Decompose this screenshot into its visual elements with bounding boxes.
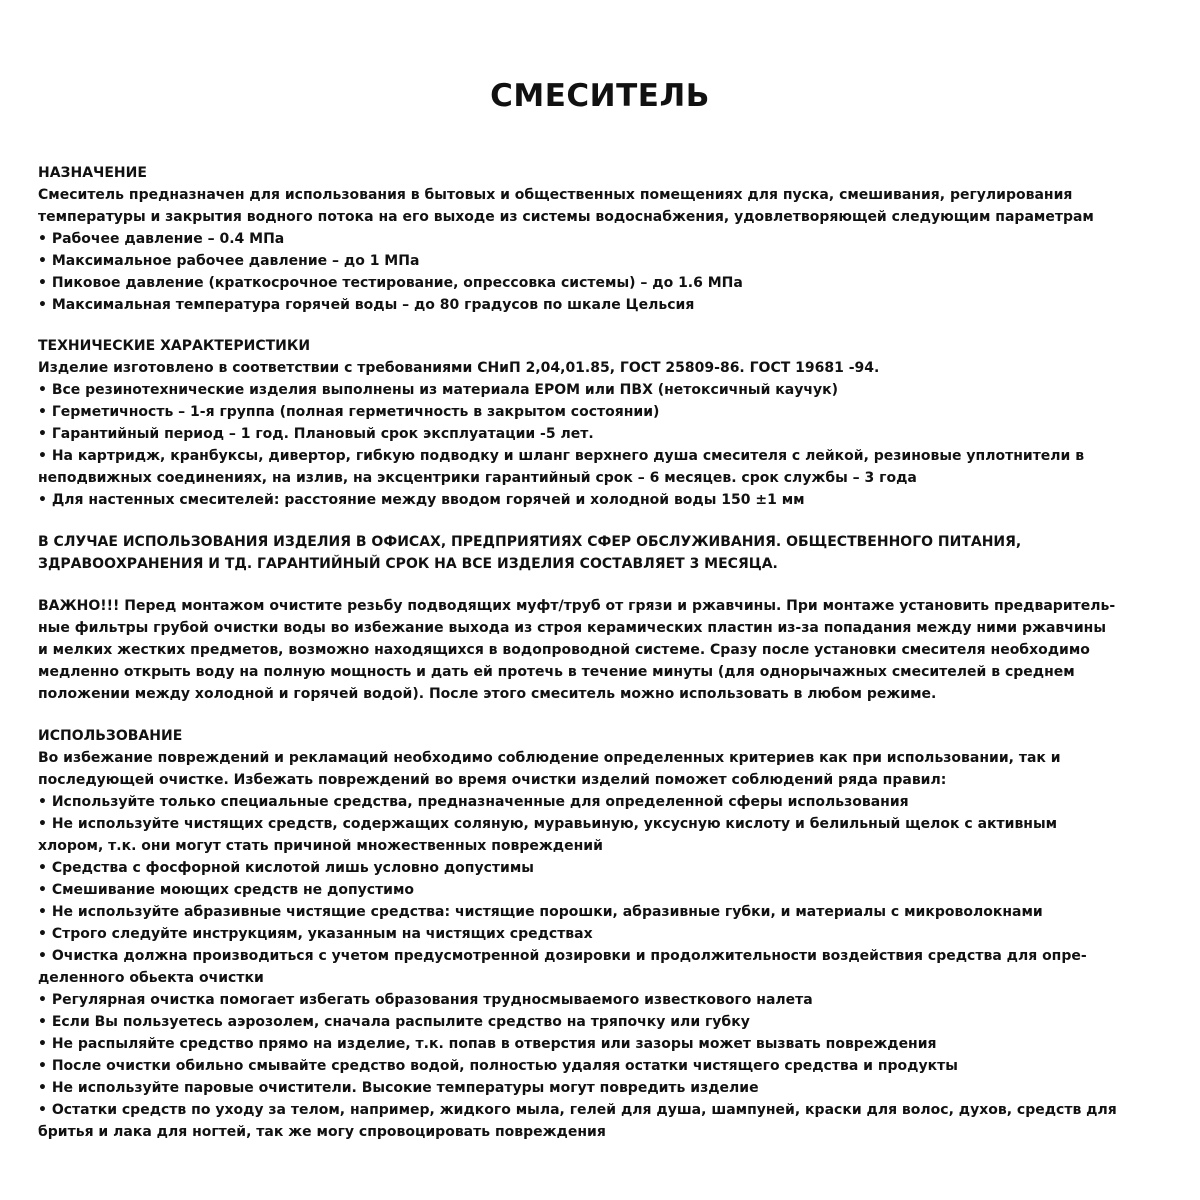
list-item: • Для настенных смесителей: расстояние между вводом горячей и холодной воды 150 ±1 мм (38, 492, 805, 508)
document-title: СМЕСИТЕЛЬ (490, 78, 710, 114)
list-item: • Рабочее давление – 0.4 МПа (38, 231, 285, 247)
section-heading: ИСПОЛЬЗОВАНИЕ (38, 728, 183, 744)
list-item: • Не распыляйте средство прямо на изделие, т.к. попав в отверстия или зазоры может вызвать повреждения (38, 1036, 937, 1052)
section-purpose (38, 162, 1168, 316)
paragraph-line: Во избежание повреждений и рекламаций необходимо соблюдение определенных критериев как при использовании, так и (38, 750, 1061, 766)
list-item-continuation: деленного обьекта очистки (38, 970, 264, 986)
section-heading: НАЗНАЧЕНИЕ (38, 165, 147, 181)
list-item: • Не используйте паровые очистители. Высокие температуры могут повредить изделие (38, 1080, 759, 1096)
paragraph-line: ные фильтры грубой очистки воды во избежание выхода из строя керамических пластин из-за попадания между ними ржавчины (38, 620, 1107, 636)
paragraph-line: последующей очистке. Избежать повреждений во время очистки изделий поможет соблюдений ряда правил: (38, 772, 947, 788)
paragraph-line: ВАЖНО!!! Перед монтажом очистите резьбу подводящих муфт/труб от грязи и ржавчины. При монтаже установить предваритель- (38, 598, 1116, 614)
list-item: • Строго следуйте инструкциям, указанным на чистящих средствах (38, 926, 593, 942)
notice-line: ЗДРАВООХРАНЕНИЯ И ТД. ГАРАНТИЙНЫЙ СРОК НА ВСЕ ИЗДЕЛИЯ СОСТАВЛЯЕТ 3 МЕСЯЦА. (38, 556, 778, 572)
list-item: • Не используйте абразивные чистящие средства: чистящие порошки, абразивные губки, и материалы с микроволокнами (38, 904, 1043, 920)
list-item: • Остатки средств по уходу за телом, например, жидкого мыла, гелей для душа, шампуней, краски для волос, духов, средств для (38, 1102, 1117, 1118)
list-item: • Пиковое давление (краткосрочное тестирование, опрессовка системы) – до 1.6 МПа (38, 275, 743, 291)
paragraph-line: и мелких жестких предметов, возможно находящихся в водопроводной системе. Сразу после установки смесителя необходимо (38, 642, 1090, 658)
list-item: • Герметичность – 1-я группа (полная герметичность в закрытом состоянии) (38, 404, 660, 420)
list-item: • Регулярная очистка помогает избегать образования трудносмываемого известкового налета (38, 992, 813, 1008)
list-item: • Средства с фосфорной кислотой лишь условно допустимы (38, 860, 534, 876)
section-usage (38, 725, 1168, 1143)
section-warranty-notice (38, 531, 1168, 575)
paragraph-line: температуры и закрытия водного потока на его выходе из системы водоснабжения, удовлетворяющей следующим параметрам (38, 209, 1094, 225)
section-technical-specs (38, 335, 1168, 511)
paragraph-line: медленно открыть воду на полную мощность и дать ей протечь в течение минуты (для однорычажных смесителей в среднем (38, 664, 1075, 680)
list-item-continuation: бритья и лака для ногтей, так же могу спровоцировать повреждения (38, 1124, 606, 1140)
list-item-continuation: неподвижных соединениях, на излив, на эксцентрики гарантийный срок – 6 месяцев. срок службы – 3 года (38, 470, 917, 486)
list-item: • Все резинотехнические изделия выполнены из материала EPOM или ПВХ (нетоксичный каучук) (38, 382, 838, 398)
list-item: • Используйте только специальные средства, предназначенные для определенной сферы использования (38, 794, 909, 810)
list-item: • Максимальная температура горячей воды – до 80 градусов по шкале Цельсия (38, 297, 695, 313)
list-item: • После очистки обильно смывайте средство водой, полностью удаляя остатки чистящего средства и продукты (38, 1058, 958, 1074)
section-heading: ТЕХНИЧЕСКИЕ ХАРАКТЕРИСТИКИ (38, 338, 311, 354)
document-body (38, 162, 1168, 1163)
list-item: • Максимальное рабочее давление – до 1 МПа (38, 253, 420, 269)
list-item: • Смешивание моющих средств не допустимо (38, 882, 415, 898)
list-item: • На картридж, кранбуксы, дивертор, гибкую подводку и шланг верхнего душа смесителя с лейкой, резиновые уплотнители в (38, 448, 1085, 464)
paragraph-line: положении между холодной и горячей водой). После этого смеситель можно использовать в любом режиме. (38, 686, 937, 702)
list-item-continuation: хлором, т.к. они могут стать причиной множественных повреждений (38, 838, 603, 854)
list-item: • Гарантийный период – 1 год. Плановый срок эксплуатации -5 лет. (38, 426, 594, 442)
notice-line: В СЛУЧАЕ ИСПОЛЬЗОВАНИЯ ИЗДЕЛИЯ В ОФИСАХ, ПРЕДПРИЯТИЯХ СФЕР ОБСЛУЖИВАНИЯ. ОБЩЕСТВЕННОГО ПИТАНИЯ, (38, 534, 1022, 550)
list-item: • Если Вы пользуетесь аэрозолем, сначала распылите средство на тряпочку или губку (38, 1014, 750, 1030)
section-important (38, 595, 1168, 705)
paragraph-line: Изделие изготовлено в соответствии с требованиями СНиП 2,04,01.85, ГОСТ 25809-86. ГОСТ 19681 -94. (38, 360, 880, 376)
list-item: • Очистка должна производиться с учетом предусмотренной дозировки и продолжительности воздействия средства для опре- (38, 948, 1087, 964)
list-item: • Не используйте чистящих средств, содержащих соляную, муравьиную, уксусную кислоту и белильный щелок с активным (38, 816, 1058, 832)
paragraph-line: Смеситель предназначен для использования в бытовых и общественных помещениях для пуска, смешивания, регулирования (38, 187, 1073, 203)
